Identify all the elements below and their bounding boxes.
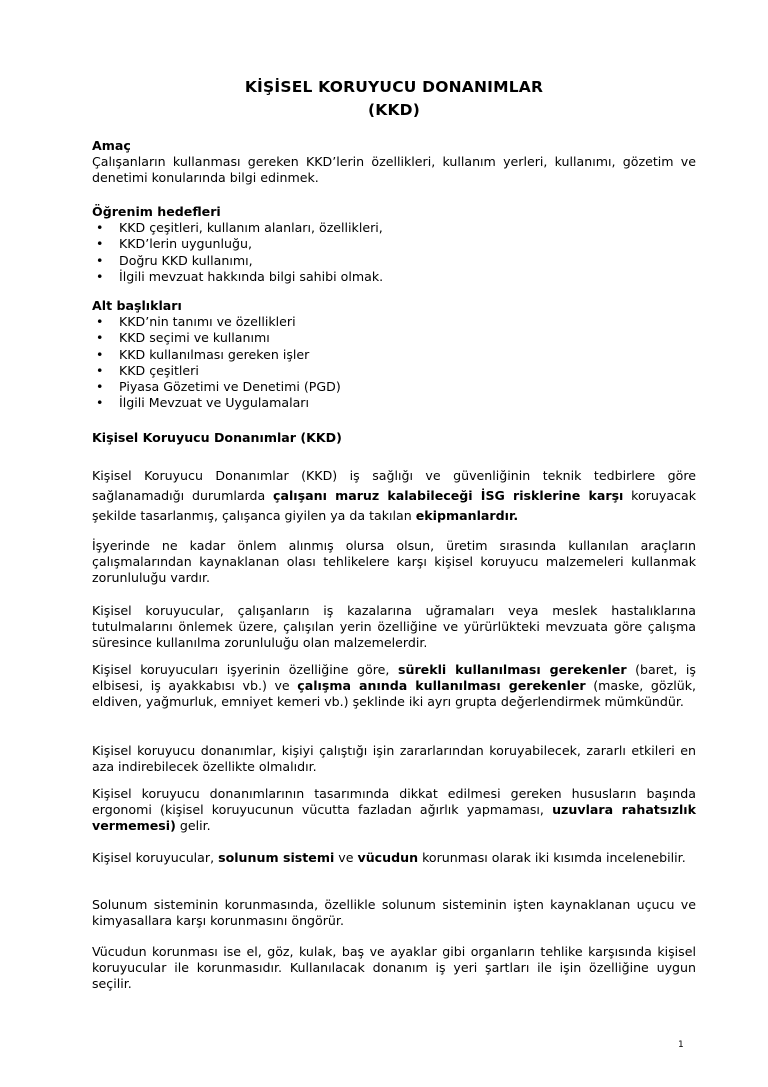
p1-text-a: Kişisel Koruyucu Donanımlar (KKD) iş sağlığı ve güvenliğinin teknik tedbirlere göre sağlanamadığı durumlarda [92,468,696,503]
paragraph-4 [92,662,696,711]
p1-bold-b: çalışanı maruz kalabileceği İSG risklerine karşı [273,488,624,503]
list-item: • KKD kullanılması gereken işler [92,347,696,363]
ogrenim-section [92,204,696,285]
alt-list [92,314,696,411]
paragraph-7 [92,850,696,866]
p7-bold-b: solunum sistemi [218,850,335,865]
p4-bold-b: sürekli kullanılması gerekenler [397,662,627,677]
page-number: 1 [678,1040,684,1050]
p4-text-a: Kişisel koruyucuları işyerinin özelliğine göre, [92,662,398,677]
p1-text-c: koruyacak şekilde tasarlanmış, çalışanca giyilen ya da takılan [92,488,696,523]
p7-text-a: Kişisel koruyucular, [92,850,219,865]
list-item: • KKD’lerin uygunluğu, [92,236,696,252]
document-title-line2: (KKD) [367,101,421,119]
p7-text-e: korunması olarak iki kısımda incelenebilir. [418,850,686,865]
amac-heading: Amaç [92,138,131,153]
p4-text-c: (baret, iş elbisesi, iş ayakkabısı vb.) ve [92,662,696,694]
p4-bold-d: çalışma anında kullanılması gerekenler [297,678,586,694]
alt-section [92,298,696,411]
list-item: • İlgili mevzuat hakkında bilgi sahibi olmak. [92,269,696,285]
amac-text: Çalışanların kullanması gereken KKD’lerin özellikleri, kullanım yerleri, kullanımı, gözetim ve denetimi konularında bilgi edinmek. [92,154,696,186]
paragraph-5: Kişisel koruyucu donanımlar, kişiyi çalıştığı işin zararlarından koruyabilecek, zararlı etkileri en aza indirebilecek özellikte olmalıdır. [92,743,696,775]
paragraph-1 [92,466,696,526]
p7-bold-d: vücudun [357,850,419,865]
paragraph-2: İşyerinde ne kadar önlem alınmış olursa olsun, üretim sırasında kullanılan araçların çalışmalarından kaynaklanan olası tehlikelere karşı kişisel koruyucu malzemeleri kullanmak zorunluluğu vardır. [92,538,696,586]
p6-bold-b: uzuvlara rahatsızlık vermemesi) [92,802,696,834]
list-item: • KKD seçimi ve kullanımı [92,330,696,346]
p4-text-e: (maske, gözlük, eldiven, yağmurluk, emniyet kemeri vb.) şeklinde iki ayrı grupta değerlendirmek mümkündür. [92,678,696,710]
list-item: • Doğru KKD kullanımı, [92,253,696,269]
p7-text-c: ve [334,850,358,865]
list-item: • KKD’nin tanımı ve özellikleri [92,314,696,330]
list-item: • İlgili Mevzuat ve Uygulamaları [92,395,696,411]
paragraph-8: Solunum sisteminin korunmasında, özellikle solunum sisteminin işten kaynaklanan uçucu ve kimyasallara karşı korunmasını öngörür. [92,897,696,929]
amac-section [92,138,696,187]
paragraph-9: Vücudun korunması ise el, göz, kulak, baş ve ayaklar gibi organların tehlike karşısında kişisel koruyucular ile korunmasıdır. Kullanılacak donanım iş yeri şartları ile işin özelliğine uygun seçilir. [92,944,696,992]
list-item: • KKD çeşitleri [92,363,696,379]
paragraph-6 [92,786,696,835]
ogrenim-list [92,220,696,285]
p6-text-c: gelir. [175,818,211,834]
p6-text-a: Kişisel koruyucu donanımlarının tasarımında dikkat edilmesi gereken hususların başında ergonomi (kişisel koruyucunun vücutta fazladan ağırlık yapmaması, [92,786,696,818]
paragraph-3: Kişisel koruyucular, çalışanların iş kazalarına uğramaları veya meslek hastalıklarına tutulmalarını önlemek üzere, çalışılan yerin özelliğine ve yürürlükteki mevzuata göre çalışma süresince kullanılma zorunluluğu olan malzemelerdir. [92,603,696,651]
alt-heading: Alt başlıkları [92,298,182,313]
list-item: • Piyasa Gözetimi ve Denetimi (PGD) [92,379,696,395]
p1-bold-d: ekipmanlardır. [415,508,519,523]
ogrenim-heading: Öğrenim hedefleri [92,204,221,219]
section-heading: Kişisel Koruyucu Donanımlar (KKD) [92,430,342,445]
document-title-line1: KİŞİSEL KORUYUCU DONANIMLAR [244,78,544,96]
list-item: • KKD çeşitleri, kullanım alanları, özellikleri, [92,220,696,236]
